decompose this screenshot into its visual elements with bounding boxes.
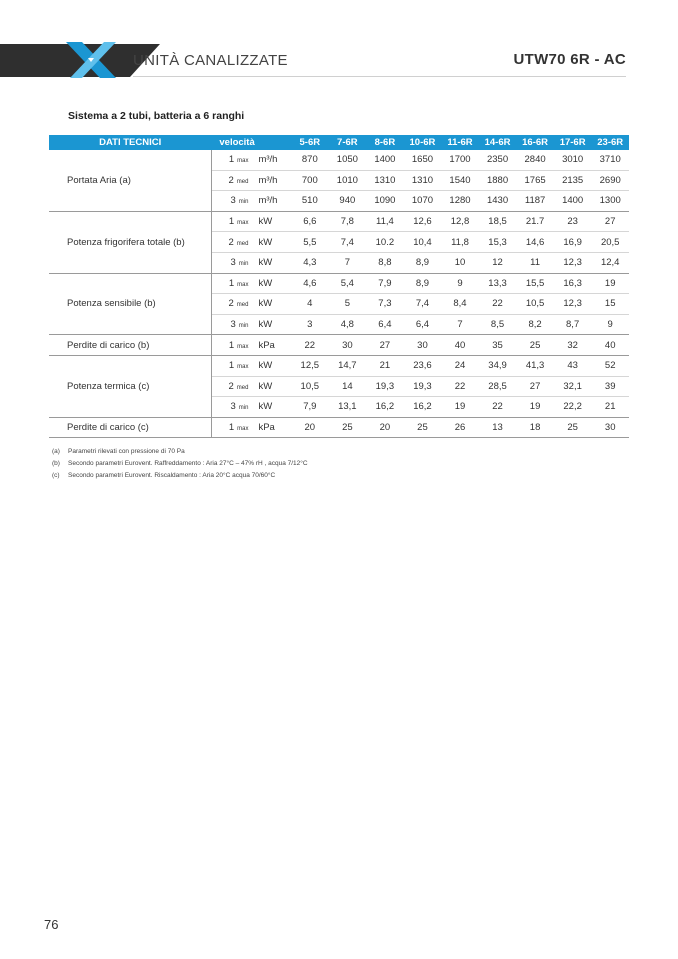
value-cell: 20 <box>366 417 404 438</box>
value-cell: 1310 <box>366 170 404 191</box>
footnote <box>52 470 308 482</box>
value-cell: 12,6 <box>404 211 442 232</box>
value-cell: 1765 <box>516 170 554 191</box>
speed-cell <box>211 417 252 438</box>
value-cell: 2690 <box>591 170 629 191</box>
value-cell: 4 <box>291 294 329 315</box>
speed-number: 1 <box>228 360 235 372</box>
value-cell: 25 <box>516 335 554 356</box>
value-cell: 940 <box>329 191 367 212</box>
value-cell: 24 <box>441 355 479 376</box>
value-cell: 2840 <box>516 150 554 170</box>
value-cell: 7,8 <box>329 211 367 232</box>
value-cell: 41,3 <box>516 355 554 376</box>
speed-level: min <box>238 199 249 206</box>
speed-number: 3 <box>230 319 236 331</box>
value-cell: 8,8 <box>366 252 404 273</box>
header-model: 17-6R <box>554 135 592 150</box>
speed-number: 1 <box>228 154 235 166</box>
value-cell: 23 <box>554 211 592 232</box>
speed-number: 3 <box>230 401 236 413</box>
value-cell: 20 <box>291 417 329 438</box>
table-row <box>49 273 629 294</box>
value-cell: 13,1 <box>329 397 367 418</box>
unit-cell: kW <box>252 211 291 232</box>
header-model: 7-6R <box>329 135 367 150</box>
value-cell: 870 <box>291 150 329 170</box>
speed-number: 3 <box>230 257 236 269</box>
footnote-tag: (b) <box>52 460 60 467</box>
unit-cell: kW <box>252 232 291 253</box>
header-model: 23-6R <box>591 135 629 150</box>
speed-level: med <box>236 384 249 391</box>
value-cell: 12,8 <box>441 211 479 232</box>
unit-cell: kPa <box>252 335 291 356</box>
value-cell: 4,6 <box>291 273 329 294</box>
value-cell: 8,2 <box>516 314 554 335</box>
value-cell: 26 <box>441 417 479 438</box>
speed-cell <box>211 397 252 418</box>
value-cell: 22,2 <box>554 397 592 418</box>
unit-cell: kW <box>252 314 291 335</box>
value-cell: 22 <box>479 397 517 418</box>
speed-cell <box>211 314 252 335</box>
speed-number: 1 <box>228 216 235 228</box>
speed-number: 1 <box>228 422 235 434</box>
unit-cell: m³/h <box>252 150 291 170</box>
value-cell: 7 <box>329 252 367 273</box>
value-cell: 16,9 <box>554 232 592 253</box>
speed-number: 3 <box>230 195 236 207</box>
value-cell: 16,2 <box>404 397 442 418</box>
value-cell: 14 <box>329 376 367 397</box>
speed-level: med <box>236 302 249 309</box>
value-cell: 15,5 <box>516 273 554 294</box>
speed-cell <box>211 191 252 212</box>
value-cell: 30 <box>591 417 629 438</box>
value-cell: 11 <box>516 252 554 273</box>
table-subtitle: Sistema a 2 tubi, batteria a 6 ranghi <box>68 110 245 122</box>
value-cell: 8,9 <box>404 252 442 273</box>
table-body <box>49 150 629 438</box>
value-cell: 43 <box>554 355 592 376</box>
header-divider <box>133 76 626 77</box>
value-cell: 2350 <box>479 150 517 170</box>
speed-level: med <box>236 240 249 247</box>
value-cell: 11,4 <box>366 211 404 232</box>
section-title: UNITÀ CANALIZZATE <box>133 52 288 69</box>
unit-cell: kW <box>252 273 291 294</box>
value-cell: 12,3 <box>554 294 592 315</box>
value-cell: 8,9 <box>404 273 442 294</box>
speed-cell <box>211 150 252 170</box>
value-cell: 21 <box>591 397 629 418</box>
header-model: 8-6R <box>366 135 404 150</box>
value-cell: 7 <box>441 314 479 335</box>
value-cell: 1070 <box>404 191 442 212</box>
value-cell: 21 <box>366 355 404 376</box>
value-cell: 1400 <box>554 191 592 212</box>
value-cell: 3710 <box>591 150 629 170</box>
value-cell: 28,5 <box>479 376 517 397</box>
value-cell: 20,5 <box>591 232 629 253</box>
speed-cell <box>211 252 252 273</box>
speed-number: 2 <box>228 236 234 248</box>
header-model: 10-6R <box>404 135 442 150</box>
value-cell: 16,2 <box>366 397 404 418</box>
value-cell: 1090 <box>366 191 404 212</box>
speed-number: 2 <box>228 174 234 186</box>
unit-cell: m³/h <box>252 191 291 212</box>
parameter-label: Portata Aria (a) <box>49 150 211 211</box>
value-cell: 25 <box>404 417 442 438</box>
speed-cell <box>211 273 252 294</box>
speed-number: 1 <box>228 339 235 351</box>
value-cell: 1280 <box>441 191 479 212</box>
header-technical-data: DATI TECNICI <box>49 135 211 150</box>
value-cell: 1430 <box>479 191 517 212</box>
value-cell: 1050 <box>329 150 367 170</box>
footnotes <box>52 446 308 482</box>
header-model: 11-6R <box>441 135 479 150</box>
value-cell: 5,4 <box>329 273 367 294</box>
value-cell: 25 <box>329 417 367 438</box>
table-row <box>49 211 629 232</box>
header-model: 14-6R <box>479 135 517 150</box>
value-cell: 12 <box>479 252 517 273</box>
value-cell: 14,7 <box>329 355 367 376</box>
header-model: 16-6R <box>516 135 554 150</box>
value-cell: 21.7 <box>516 211 554 232</box>
value-cell: 32 <box>554 335 592 356</box>
value-cell: 1880 <box>479 170 517 191</box>
unit-cell: kW <box>252 355 291 376</box>
value-cell: 12,3 <box>554 252 592 273</box>
value-cell: 2135 <box>554 170 592 191</box>
footnote <box>52 446 308 458</box>
value-cell: 13 <box>479 417 517 438</box>
value-cell: 8,5 <box>479 314 517 335</box>
value-cell: 9 <box>591 314 629 335</box>
value-cell: 19 <box>591 273 629 294</box>
speed-number: 1 <box>228 277 235 289</box>
value-cell: 12,4 <box>591 252 629 273</box>
value-cell: 5,5 <box>291 232 329 253</box>
table-row <box>49 417 629 438</box>
value-cell: 40 <box>591 335 629 356</box>
value-cell: 30 <box>404 335 442 356</box>
speed-level: max <box>237 281 249 288</box>
value-cell: 10,4 <box>404 232 442 253</box>
value-cell: 1650 <box>404 150 442 170</box>
value-cell: 52 <box>591 355 629 376</box>
value-cell: 7,4 <box>404 294 442 315</box>
value-cell: 510 <box>291 191 329 212</box>
parameter-label: Potenza sensibile (b) <box>49 273 211 335</box>
table-header-row <box>49 135 629 150</box>
speed-cell <box>211 294 252 315</box>
speed-level: max <box>237 426 249 433</box>
speed-level: max <box>237 220 249 227</box>
value-cell: 3010 <box>554 150 592 170</box>
value-cell: 5 <box>329 294 367 315</box>
value-cell: 1310 <box>404 170 442 191</box>
value-cell: 40 <box>441 335 479 356</box>
x-logo-icon <box>60 36 122 84</box>
unit-cell: kW <box>252 294 291 315</box>
value-cell: 13,3 <box>479 273 517 294</box>
value-cell: 10.2 <box>366 232 404 253</box>
speed-level: max <box>237 364 249 371</box>
value-cell: 4,8 <box>329 314 367 335</box>
footnote-tag: (a) <box>52 448 60 455</box>
technical-data-table <box>49 135 629 438</box>
value-cell: 6,4 <box>366 314 404 335</box>
value-cell: 19,3 <box>404 376 442 397</box>
value-cell: 1300 <box>591 191 629 212</box>
value-cell: 16,3 <box>554 273 592 294</box>
table-row <box>49 150 629 170</box>
value-cell: 30 <box>329 335 367 356</box>
value-cell: 23,6 <box>404 355 442 376</box>
value-cell: 25 <box>554 417 592 438</box>
footnote-text: Secondo parametri Eurovent. Raffreddamento : Aria 27°C – 47% rH , acqua 7/12°C <box>68 460 308 467</box>
value-cell: 22 <box>291 335 329 356</box>
value-cell: 4,3 <box>291 252 329 273</box>
value-cell: 1400 <box>366 150 404 170</box>
value-cell: 19,3 <box>366 376 404 397</box>
value-cell: 1540 <box>441 170 479 191</box>
table-row <box>49 335 629 356</box>
value-cell: 14,6 <box>516 232 554 253</box>
value-cell: 1010 <box>329 170 367 191</box>
value-cell: 22 <box>479 294 517 315</box>
value-cell: 22 <box>441 376 479 397</box>
value-cell: 19 <box>516 397 554 418</box>
speed-level: min <box>238 405 249 412</box>
speed-cell <box>211 355 252 376</box>
value-cell: 27 <box>516 376 554 397</box>
value-cell: 6,6 <box>291 211 329 232</box>
speed-level: min <box>238 323 249 330</box>
unit-cell: kPa <box>252 417 291 438</box>
value-cell: 27 <box>366 335 404 356</box>
value-cell: 10,5 <box>516 294 554 315</box>
value-cell: 7,4 <box>329 232 367 253</box>
value-cell: 11,8 <box>441 232 479 253</box>
speed-level: med <box>236 178 249 185</box>
footnote-text: Secondo parametri Eurovent. Riscaldamento : Aria 20°C acqua 70/60°C <box>68 472 276 479</box>
value-cell: 7,9 <box>366 273 404 294</box>
unit-cell: kW <box>252 376 291 397</box>
speed-number: 2 <box>228 380 234 392</box>
parameter-label: Potenza termica (c) <box>49 355 211 417</box>
table-row <box>49 355 629 376</box>
unit-cell: kW <box>252 397 291 418</box>
speed-cell <box>211 335 252 356</box>
value-cell: 7,3 <box>366 294 404 315</box>
speed-level: max <box>237 343 249 350</box>
unit-cell: m³/h <box>252 170 291 191</box>
speed-number: 2 <box>228 298 234 310</box>
value-cell: 10,5 <box>291 376 329 397</box>
unit-cell: kW <box>252 252 291 273</box>
value-cell: 15,3 <box>479 232 517 253</box>
value-cell: 18,5 <box>479 211 517 232</box>
value-cell: 8,4 <box>441 294 479 315</box>
parameter-label: Perdite di carico (c) <box>49 417 211 438</box>
header-model: 5-6R <box>291 135 329 150</box>
footnote <box>52 458 308 470</box>
speed-cell <box>211 232 252 253</box>
value-cell: 3 <box>291 314 329 335</box>
page-number: 76 <box>44 917 59 932</box>
value-cell: 6,4 <box>404 314 442 335</box>
footnote-text: Parametri rilevati con pressione di 70 Pa <box>68 448 185 455</box>
footnote-tag: (c) <box>52 472 60 479</box>
speed-cell <box>211 376 252 397</box>
value-cell: 700 <box>291 170 329 191</box>
value-cell: 32,1 <box>554 376 592 397</box>
value-cell: 8,7 <box>554 314 592 335</box>
speed-cell <box>211 211 252 232</box>
value-cell: 15 <box>591 294 629 315</box>
value-cell: 39 <box>591 376 629 397</box>
value-cell: 19 <box>441 397 479 418</box>
value-cell: 18 <box>516 417 554 438</box>
value-cell: 27 <box>591 211 629 232</box>
header-speed: velocità <box>211 135 291 150</box>
value-cell: 1187 <box>516 191 554 212</box>
parameter-label: Potenza frigorifera totale (b) <box>49 211 211 273</box>
speed-level: min <box>238 261 249 268</box>
value-cell: 35 <box>479 335 517 356</box>
value-cell: 1700 <box>441 150 479 170</box>
value-cell: 7,9 <box>291 397 329 418</box>
speed-level: max <box>237 158 249 165</box>
value-cell: 9 <box>441 273 479 294</box>
value-cell: 10 <box>441 252 479 273</box>
parameter-label: Perdite di carico (b) <box>49 335 211 356</box>
speed-cell <box>211 170 252 191</box>
value-cell: 34,9 <box>479 355 517 376</box>
model-title: UTW70 6R - AC <box>513 51 626 68</box>
value-cell: 12,5 <box>291 355 329 376</box>
